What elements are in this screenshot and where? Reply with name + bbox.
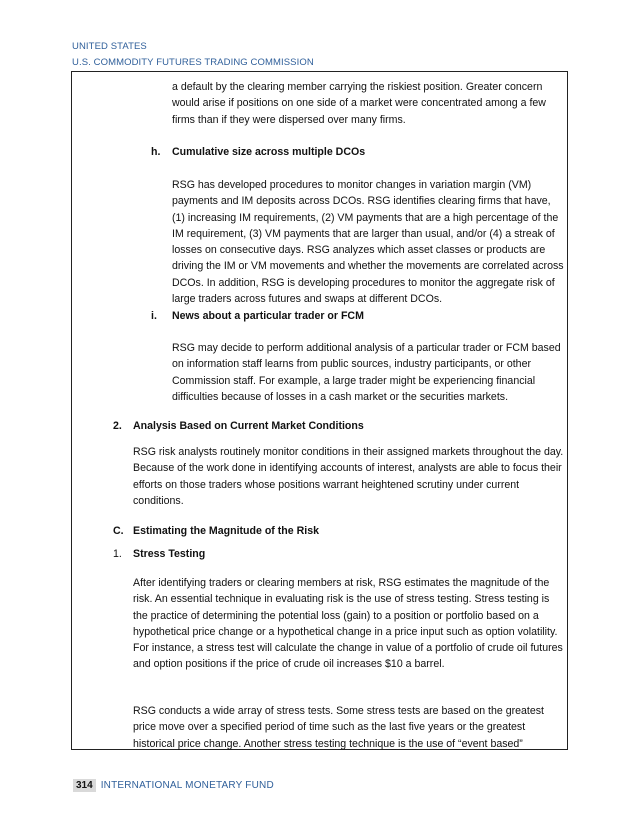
subsection-1-heading: Stress Testing <box>133 548 206 560</box>
paragraph-stress-2: RSG conducts a wide array of stress tests. Some stress tests are based on the greatest price move over a specified period of time such as the last five years or the greatest historical price change. Another stress testing technique is the use of “event based” <box>133 705 544 750</box>
paragraph-stress-1: After identifying traders or clearing members at risk, RSG estimates the magnitude of the risk. An essential technique in evaluating risk is the use of stress testing. Stress testing is the practice of determining the potential loss (gain) to a position or portfolio based on a hypothetical price change or a hypothetical change in a price input such as option volatility. For instance, a stress test will calculate the change in value of a portfolio of crude oil futures and option positions if the price of crude oil increases $10 a barrel. <box>133 577 563 671</box>
subsection-1-number: 1. <box>113 548 122 560</box>
footer-organization: INTERNATIONAL MONETARY FUND <box>100 780 274 791</box>
section-c-number: C. <box>113 525 124 537</box>
paragraph-intro: a default by the clearing member carrying the riskiest position. Greater concern would arise if positions on one side of a market were concentrated among a few firms than if they were dispersed over many firms. <box>172 81 546 126</box>
section-2-number: 2. <box>113 420 122 432</box>
page-number: 314 <box>73 779 96 792</box>
running-header-country: UNITED STATES <box>72 41 147 52</box>
page-footer <box>73 779 274 792</box>
item-h-number: h. <box>151 146 161 158</box>
paragraph-h: RSG has developed procedures to monitor changes in variation margin (VM) payments and IM deposits across DCOs. RSG identifies clearing firms that have, (1) increasing IM requirements, (2) VM payments that are a high percentage of the IM requirement, (3) VM payments that are larger than usual, and/or (4) a streak of losses on consecutive days. RSG analyzes which asset classes or products are driving the IM or VM movements and whether the movements are correlated across DCOs. In addition, RSG is developing procedures to monitor the aggregate risk of large traders across futures and swaps at different DCOs. <box>172 179 564 306</box>
section-2-heading: Analysis Based on Current Market Conditions <box>133 420 364 432</box>
item-h-heading: Cumulative size across multiple DCOs <box>172 146 366 158</box>
section-c-heading: Estimating the Magnitude of the Risk <box>133 525 319 537</box>
paragraph-section-2: RSG risk analysts routinely monitor conditions in their assigned markets throughout the day. Because of the work done in identifying accounts of interest, analysts are able to focus their efforts on those traders whose positions warrant heightened scrutiny under current conditions. <box>133 446 564 507</box>
paragraph-i: RSG may decide to perform additional analysis of a particular trader or FCM based on information staff learns from public sources, industry participants, or other Commission staff. For example, a large trader might be experiencing financial difficulties because of losses in a cash market or the securities markets. <box>172 342 561 403</box>
item-i-heading: News about a particular trader or FCM <box>172 310 364 322</box>
running-header-agency: U.S. COMMODITY FUTURES TRADING COMMISSION <box>72 57 314 68</box>
item-i-number: i. <box>151 310 157 322</box>
